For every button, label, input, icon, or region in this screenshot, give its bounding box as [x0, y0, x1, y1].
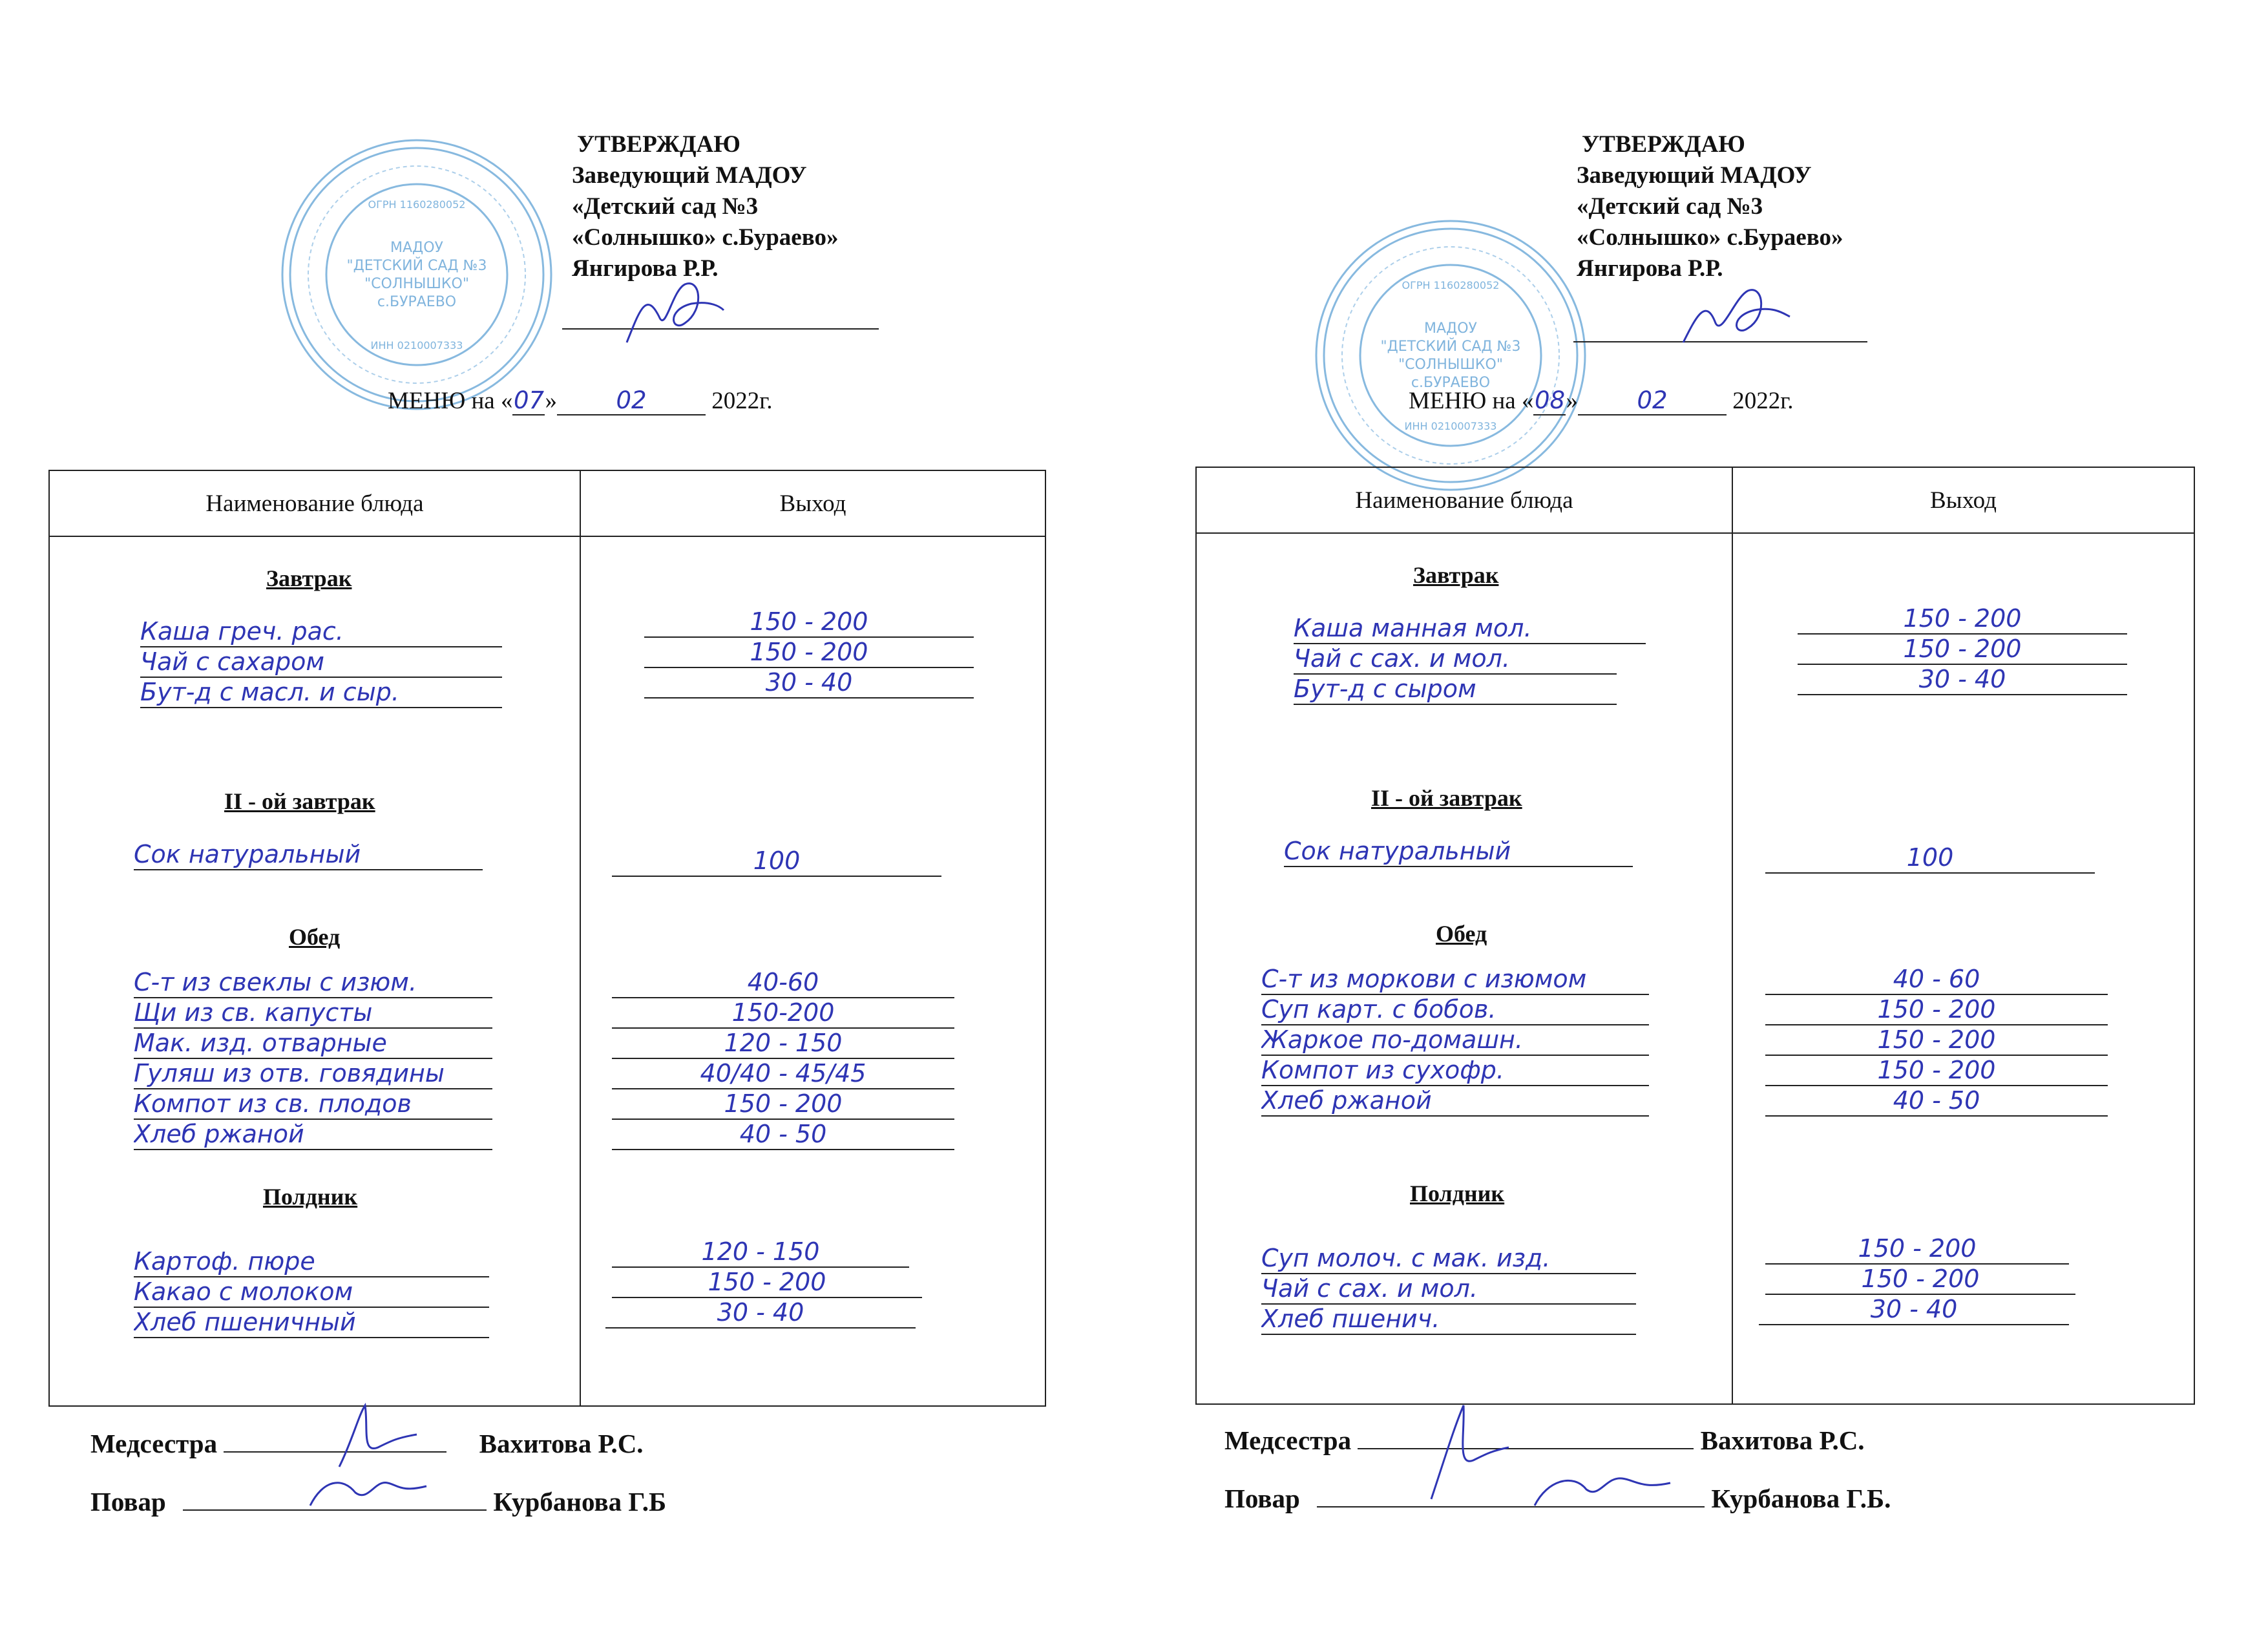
dish-item: Какао с молоком	[134, 1277, 489, 1308]
approval-position: Заведующий МАДОУ	[572, 162, 807, 189]
institution-stamp	[278, 136, 556, 414]
dish-item: Чай с сах. и мол.	[1294, 644, 1617, 675]
nurse-name: Вахитова Р.С.	[1700, 1425, 1865, 1455]
approval-org-1: «Детский сад №3	[1577, 193, 1763, 220]
menu-sheet-right	[1134, 0, 2268, 1649]
approval-position: Заведующий МАДОУ	[1577, 162, 1812, 189]
yield-item: 100	[1765, 843, 2095, 874]
stamp-inn: ИНН 0210007333	[1404, 420, 1497, 432]
dish-item: Чай с сахаром	[140, 647, 502, 678]
approval-org-2: «Солнышко» с.Бураево»	[572, 224, 839, 251]
yield-item: 150 - 200	[1798, 634, 2127, 665]
menu-day-close: »	[545, 388, 557, 414]
dish-item: Бут-д с сыром	[1294, 674, 1617, 705]
cook-label: Повар	[90, 1487, 166, 1517]
dish-item: Компот из сухофр.	[1261, 1055, 1649, 1086]
cook-signature-icon	[304, 1467, 433, 1512]
menu-day-close: »	[1566, 388, 1578, 414]
stamp-line-1: МАДОУ	[1424, 320, 1477, 337]
dish-item: Сок натуральный	[1284, 836, 1633, 867]
section-breakfast: Завтрак	[266, 565, 352, 591]
approval-block	[572, 129, 838, 284]
section-second-breakfast: II - ой завтрак	[224, 788, 375, 814]
menu-date	[388, 386, 773, 415]
nurse-label: Медсестра	[1224, 1425, 1352, 1455]
approval-person: Янгирова Р.Р.	[1577, 255, 1723, 282]
section-second-breakfast: II - ой завтрак	[1371, 785, 1522, 811]
stamp-ogrn: ОГРН 1160280052	[1402, 279, 1500, 291]
yield-item: 150 - 200	[1765, 994, 2108, 1025]
yield-item: 30 - 40	[605, 1297, 916, 1329]
column-divider	[580, 471, 581, 1405]
yield-item: 150 - 200	[1765, 1025, 2108, 1056]
yield-item: 40 - 50	[612, 1119, 954, 1150]
dish-item: Каша греч. рас.	[140, 616, 502, 647]
menu-month: 02	[557, 386, 706, 415]
yield-item: 40 - 60	[1765, 964, 2108, 995]
dish-item: Хлеб пшеничный	[134, 1307, 489, 1338]
dish-item: Суп карт. с бобов.	[1261, 994, 1649, 1025]
yield-item: 40 - 50	[1765, 1086, 2108, 1117]
dish-item: Хлеб пшенич.	[1261, 1304, 1636, 1335]
yield-item: 150 - 200	[644, 607, 974, 638]
nurse-label: Медсестра	[90, 1429, 218, 1458]
yield-item: 150 - 200	[1765, 1264, 2075, 1295]
nurse-signature-icon	[326, 1402, 423, 1473]
approval-person: Янгирова Р.Р.	[572, 255, 719, 282]
yield-item: 100	[612, 846, 941, 877]
yield-item: 30 - 40	[644, 667, 974, 698]
dish-item: Чай с сах. и мол.	[1261, 1274, 1636, 1305]
approval-org-1: «Детский сад №3	[572, 193, 759, 220]
yield-item: 120 - 150	[612, 1237, 909, 1268]
stamp-line-3: "СОЛНЫШКО"	[1398, 357, 1503, 373]
dish-item: Жаркое по-домашн.	[1261, 1025, 1649, 1056]
cook-name: Курбанова Г.Б	[493, 1487, 667, 1517]
dish-item: Щи из св. капусты	[134, 998, 492, 1029]
nurse-signature-row	[1224, 1425, 1865, 1456]
yield-item: 150 - 200	[612, 1267, 922, 1298]
dish-item: Хлеб ржаной	[134, 1119, 492, 1150]
yield-item: 150 - 200	[1765, 1055, 2108, 1086]
yield-item: 150-200	[612, 998, 954, 1029]
menu-day: 07	[513, 386, 545, 414]
section-lunch: Обед	[289, 924, 341, 950]
yield-item: 30 - 40	[1759, 1294, 2069, 1325]
dish-item: Компот из св. плодов	[134, 1089, 492, 1120]
section-lunch: Обед	[1436, 921, 1487, 947]
stamp-line-4: с.БУРАЕВО	[377, 294, 457, 310]
dish-item: Картоф. пюре	[134, 1246, 489, 1277]
nurse-sign-line	[1358, 1429, 1694, 1449]
director-signature-icon	[620, 271, 730, 355]
stamp-line-3: "СОЛНЫШКО"	[364, 276, 469, 292]
yield-item: 150 - 200	[1765, 1234, 2069, 1265]
director-signature-icon	[1677, 278, 1793, 355]
approval-title: УТВЕРЖДАЮ	[577, 131, 740, 158]
yield-item: 30 - 40	[1798, 664, 2127, 695]
nurse-signature-icon	[1418, 1402, 1515, 1506]
stamp-line-4: с.БУРАЕВО	[1411, 375, 1491, 391]
dish-item: С-т из свеклы с изюм.	[134, 967, 492, 998]
approval-title: УТВЕРЖДАЮ	[1582, 131, 1745, 158]
cook-label: Повар	[1224, 1484, 1300, 1513]
cook-name: Курбанова Г.Б.	[1711, 1484, 1891, 1513]
yield-item: 120 - 150	[612, 1028, 954, 1059]
menu-day: 08	[1534, 386, 1566, 414]
col-yield-header: Выход	[779, 490, 846, 517]
stamp-line-2: "ДЕТСКИЙ САД №3	[346, 258, 487, 274]
yield-item: 150 - 200	[644, 637, 974, 668]
section-snack: Полдник	[263, 1184, 358, 1210]
menu-table	[1195, 467, 2195, 1405]
cook-signature-icon	[1528, 1460, 1677, 1512]
menu-table	[48, 470, 1046, 1407]
dish-item: Хлеб ржаной	[1261, 1086, 1649, 1117]
col-dish-header: Наименование блюда	[205, 490, 424, 517]
menu-date-label: МЕНЮ на «	[1409, 388, 1534, 414]
menu-date-label: МЕНЮ на «	[388, 388, 513, 414]
dish-item: Гуляш из отв. говядины	[134, 1058, 492, 1089]
col-dish-header: Наименование блюда	[1355, 487, 1573, 514]
menu-date	[1409, 386, 1794, 415]
dish-item: С-т из моркови с изюмом	[1261, 964, 1649, 995]
stamp-inn: ИНН 0210007333	[370, 339, 463, 352]
yield-item: 150 - 200	[1798, 604, 2127, 635]
stamp-line-1: МАДОУ	[390, 240, 443, 256]
dish-item: Суп молоч. с мак. изд.	[1261, 1243, 1636, 1274]
institution-stamp	[1312, 216, 1590, 494]
col-yield-header: Выход	[1930, 487, 1997, 514]
menu-month: 02	[1578, 386, 1727, 415]
approval-org-2: «Солнышко» с.Бураево»	[1577, 224, 1843, 251]
stamp-line-2: "ДЕТСКИЙ САД №3	[1380, 339, 1521, 355]
yield-item: 150 - 200	[612, 1089, 954, 1120]
dish-item: Мак. изд. отварные	[134, 1028, 492, 1059]
column-divider	[1732, 468, 1733, 1403]
menu-year: 2022г.	[711, 388, 773, 414]
yield-item: 40-60	[612, 967, 954, 998]
section-snack: Полдник	[1410, 1181, 1505, 1206]
dish-item: Каша манная мол.	[1294, 613, 1646, 644]
yield-item: 40/40 - 45/45	[612, 1058, 954, 1089]
dish-item: Бут-д с масл. и сыр.	[140, 677, 502, 708]
approval-block	[1577, 129, 1843, 284]
stamp-ogrn: ОГРН 1160280052	[368, 198, 466, 211]
nurse-name: Вахитова Р.С.	[479, 1429, 644, 1458]
menu-year: 2022г.	[1732, 388, 1794, 414]
section-breakfast: Завтрак	[1413, 562, 1499, 588]
dish-item: Сок натуральный	[134, 839, 483, 870]
